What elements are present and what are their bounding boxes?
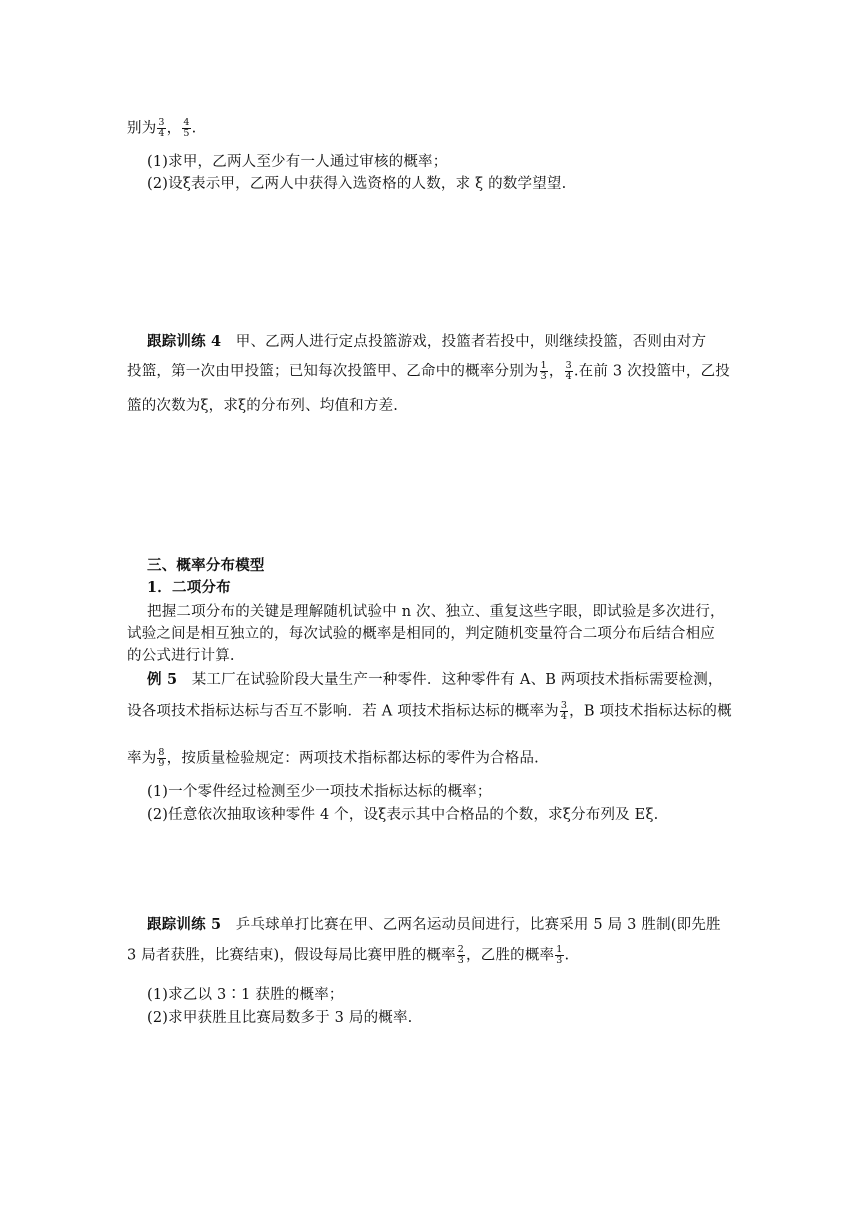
fraction: $\frac{3}{4}$ [158,117,165,139]
paragraph-line-3: 的公式进行计算. [127,648,235,664]
exercise-5-line-2: 3 局者获胜，比赛结束)，假设每局比赛甲胜的概率 $\frac{2}{3}$ ，乙胜的概率 $\frac{1}{3}$ . [127,944,570,966]
example-5-label: 例 5 [147,671,178,688]
example-5-line-3: 率为 $\frac{8}{9}$ ，按质量检验规定：两项技术指标都达标的零件为合格品. [127,747,539,769]
exercise-4-line-1: 跟踪训练 4 甲、乙两人进行定点投篮游戏，投篮者若投中，则继续投篮，否则由对方 [147,333,707,350]
exercise-4-label: 跟踪训练 4 [147,333,222,350]
intro-tail-line: 别为 $\frac{3}{4}$ ， $\frac{4}{5}$ . [127,117,197,139]
paragraph-line-2: 试验之间是相互独立的，每次试验的概率是相同的，判定随机变量符合二项分布后结合相应 [127,626,715,642]
exercise-5-line-1: 跟踪训练 5 乒乓球单打比赛在甲、乙两名运动员间进行，比赛采用 5 局 3 胜制(即先胜 [147,916,721,933]
intro-tail-text: 别为 [127,120,157,137]
section-heading: 三、概率分布模型 [147,557,265,574]
exercise-5-label: 跟踪训练 5 [147,916,222,933]
example-5-question-2: (2)任意依次抽取该种零件 4 个，设ξ表示其中合格品的个数，求ξ分布列及 Eξ. [147,807,659,823]
fraction: $\frac{4}{5}$ [183,117,190,139]
question-2: (2)设ξ表示甲，乙两人中获得入选资格的人数，求 ξ 的数学望望. [147,176,567,192]
fraction: $\frac{1}{3}$ [540,360,547,382]
question-1: (1)求甲，乙两人至少有一人通过审核的概率； [147,154,448,170]
fraction: $\frac{8}{9}$ [158,747,165,769]
exercise-4-line-3: 篮的次数为ξ，求ξ的分布列、均值和方差. [127,398,399,414]
example-5-question-1: (1)一个零件经过检测至少一项技术指标达标的概率； [147,784,492,800]
fraction: $\frac{3}{4}$ [560,700,568,722]
exercise-5-question-2: (2)求甲获胜且比赛局数多于 3 局的概率. [147,1010,413,1026]
exercise-5-question-1: (1)求乙以 3∶1 获胜的概率； [147,987,344,1003]
fraction: $\frac{1}{3}$ [556,944,563,966]
paragraph-line-1: 把握二项分布的关键是理解随机试验中 n 次、独立、重复这些字眼，即试验是多次进行， [147,604,725,620]
subsection-heading: 1．二项分布 [147,579,231,596]
example-5-line-1: 例 5 某工厂在试验阶段大量生产一种零件．这种零件有 A、B 两项技术指标需要检测， [147,671,723,688]
fraction: $\frac{2}{3}$ [457,944,465,966]
fraction: $\frac{3}{4}$ [565,360,572,382]
example-5-line-2: 设各项技术指标达标与否互不影响．若 A 项技术指标达标的概率为 $\frac{3}{4}$ ，B 项技术指标达标的概 [127,700,732,722]
exercise-4-line-2: 投篮，第一次由甲投篮；已知每次投篮甲、乙命中的概率分别为 $\frac{1}{3}$ ， $\frac{3}{4}$ .在前 3 次投篮中，乙投 [127,360,730,382]
